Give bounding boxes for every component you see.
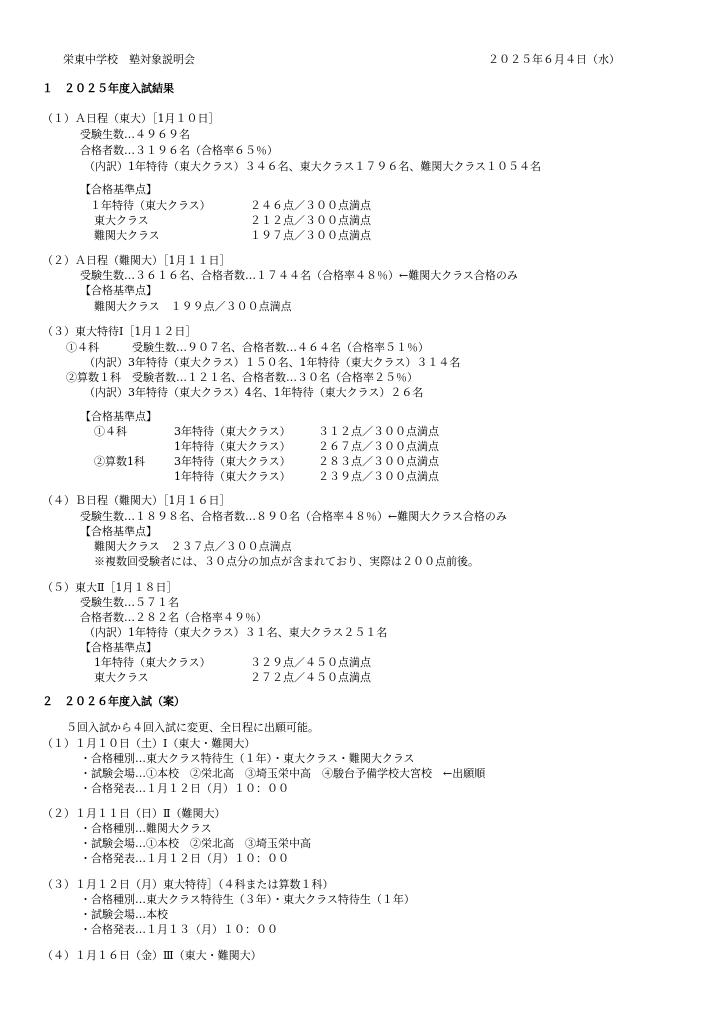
- s2-1-pass-types: ・合格種別…東大クラス特待生（１年）・東大クラス・難関大クラス: [80, 752, 415, 765]
- s1-5-criteria-value: ３２９点／４５０点満点: [250, 656, 371, 669]
- s1-3-math: ②算数１科 受験者数…１２１名、合格者数…３０名（合格率２５％）: [66, 371, 418, 384]
- s1-1-breakdown: （内訳）1年特待（東大クラス）３４６名、東大クラス１７９６名、難関大クラス１０５４名: [84, 160, 542, 173]
- s2-4-heading: （４）１月１６日（金）Ⅲ（東大・難関大）: [42, 949, 262, 962]
- s1-3-criteria-label: ①４科: [94, 425, 127, 438]
- s2-3-pass-types: ・合格種別…東大クラス特待生（３年）・東大クラス特待生（１年）: [80, 893, 415, 906]
- s2-3-venues: ・試験会場…本校: [80, 908, 168, 921]
- s2-1-venues: ・試験会場…①本校 ②栄北高 ③埼玉栄中高 ④駿台予備学校大宮校 ←出願順: [80, 767, 486, 780]
- s1-4-heading: （４）Ｂ日程（難関大）［1月１６日］: [42, 494, 231, 507]
- s1-3-criteria-label: ②算数1科: [94, 455, 145, 468]
- s1-5-criteria-name: 東大クラス: [94, 671, 149, 684]
- s1-5-heading: （５）東大Ⅱ［1月１８日］: [42, 581, 178, 594]
- s2-2-pass-types: ・合格種別…難関大クラス: [80, 822, 212, 835]
- s1-5-passers: 合格者数…２８２名（合格率４９％）: [80, 611, 267, 624]
- s1-1-applicants: 受験生数…４９６９名: [80, 128, 190, 141]
- s2-3-announcement: ・合格発表…１月１３（月）１０：００: [80, 923, 278, 936]
- s1-1-criteria-heading: 【合格基準点】: [80, 183, 157, 196]
- s1-3-criteria-name: 1年特待（東大クラス）: [174, 440, 291, 453]
- s1-3-criteria-value: ２６７点／３００点満点: [318, 440, 439, 453]
- s1-4-criteria-heading: 【合格基準点】: [80, 525, 157, 538]
- s2-1-announcement: ・合格発表…１月１２日（月）１０：００: [80, 782, 289, 795]
- s2-2-venues: ・試験会場…①本校 ②栄北高 ③埼玉栄中高: [80, 837, 311, 850]
- s1-1-criteria-name: 東大クラス: [94, 214, 149, 227]
- s1-3-criteria-name: 3年特待（東大クラス）: [174, 455, 291, 468]
- s1-3-criteria-value: ２３９点／３００点満点: [318, 470, 439, 483]
- s1-4-criteria: 難関大クラス ２３７点／３００点満点: [94, 540, 292, 553]
- section-1-heading: １ ２０２５年度入試結果: [42, 82, 174, 95]
- school-title: 栄東中学校 塾対象説明会: [63, 53, 195, 66]
- s1-5-applicants: 受験生数…５７１名: [80, 596, 179, 609]
- s1-3-criteria-name: 3年特待（東大クラス）: [174, 425, 291, 438]
- section-2-heading: ２ ２０２６年度入試（案）: [42, 695, 185, 708]
- s1-1-heading: （１）Ａ日程（東大）［1月１０日］: [42, 112, 220, 125]
- s1-2-results: 受験生数…３６１６名、合格者数…１７４４名（合格率４８％）←難関大クラス合格のみ: [80, 269, 518, 282]
- s2-1-heading: （１）１月１０日（土）Ⅰ（東大・難関大）: [42, 737, 256, 750]
- s1-5-criteria-name: 1年特待（東大クラス）: [94, 656, 211, 669]
- s2-2-announcement: ・合格発表…１月１２日（月）１０：００: [80, 852, 289, 865]
- s2-2-heading: （２）１月１１日（日）Ⅱ（難関大）: [42, 807, 226, 820]
- s1-2-heading: （２）Ａ日程（難関大）［1月１１日］: [42, 254, 231, 267]
- s1-3-criteria-name: 1年特待（東大クラス）: [174, 470, 291, 483]
- s1-3-criteria-value: ３１２点／３００点満点: [318, 425, 439, 438]
- s1-5-criteria-value: ２７２点／４５０点満点: [250, 671, 371, 684]
- s1-5-breakdown: （内訳）1年特待（東大クラス）３１名、東大クラス２５１名: [84, 626, 388, 639]
- s1-3-criteria-heading: 【合格基準点】: [80, 410, 157, 423]
- section-2-intro: ５回入試から４回入試に変更、全日程に出願可能。: [66, 721, 319, 734]
- s1-5-criteria-heading: 【合格基準点】: [80, 641, 157, 654]
- s1-2-criteria: 難関大クラス １９９点／３００点満点: [94, 300, 292, 313]
- s1-2-criteria-heading: 【合格基準点】: [80, 284, 157, 297]
- s1-1-criteria-value: ２４６点／３００点満点: [250, 199, 371, 212]
- s1-3-math-breakdown: （内訳）3年特待（東大クラス）4名、1年特待（東大クラス）２６名: [84, 386, 424, 399]
- s1-3-heading: （３）東大特待Ⅰ［1月１２日］: [42, 325, 197, 338]
- s1-1-criteria-name: １年特待（東大クラス）: [90, 199, 211, 212]
- document-date: ２０２５年６月４日（水）: [488, 53, 620, 66]
- s1-3-four-breakdown: （内訳）3年特待（東大クラス）１５０名、1年特待（東大クラス）３１４名: [84, 356, 461, 369]
- s1-4-note: ※複数回受験者には、３０点分の加点が含まれており、実際は２００点前後。: [94, 555, 479, 568]
- s2-3-heading: （３）１月１２日（月）東大特待］（４科または算数１科）: [42, 878, 334, 891]
- s1-1-passers: 合格者数…３１９６名（合格率６５％）: [80, 144, 278, 157]
- s1-1-criteria-name: 難関大クラス: [94, 229, 160, 242]
- s1-3-criteria-value: ２８３点／３００点満点: [318, 455, 439, 468]
- s1-1-criteria-value: １９７点／３００点満点: [250, 229, 371, 242]
- s1-1-criteria-value: ２１２点／３００点満点: [250, 214, 371, 227]
- s1-4-results: 受験生数…１８９８名、合格者数…８９０名（合格率４８％）←難関大クラス合格のみ: [80, 510, 507, 523]
- s1-3-four-subjects: ①４科 受験生数…９０７名、合格者数…４６４名（合格率５１％）: [66, 341, 429, 354]
